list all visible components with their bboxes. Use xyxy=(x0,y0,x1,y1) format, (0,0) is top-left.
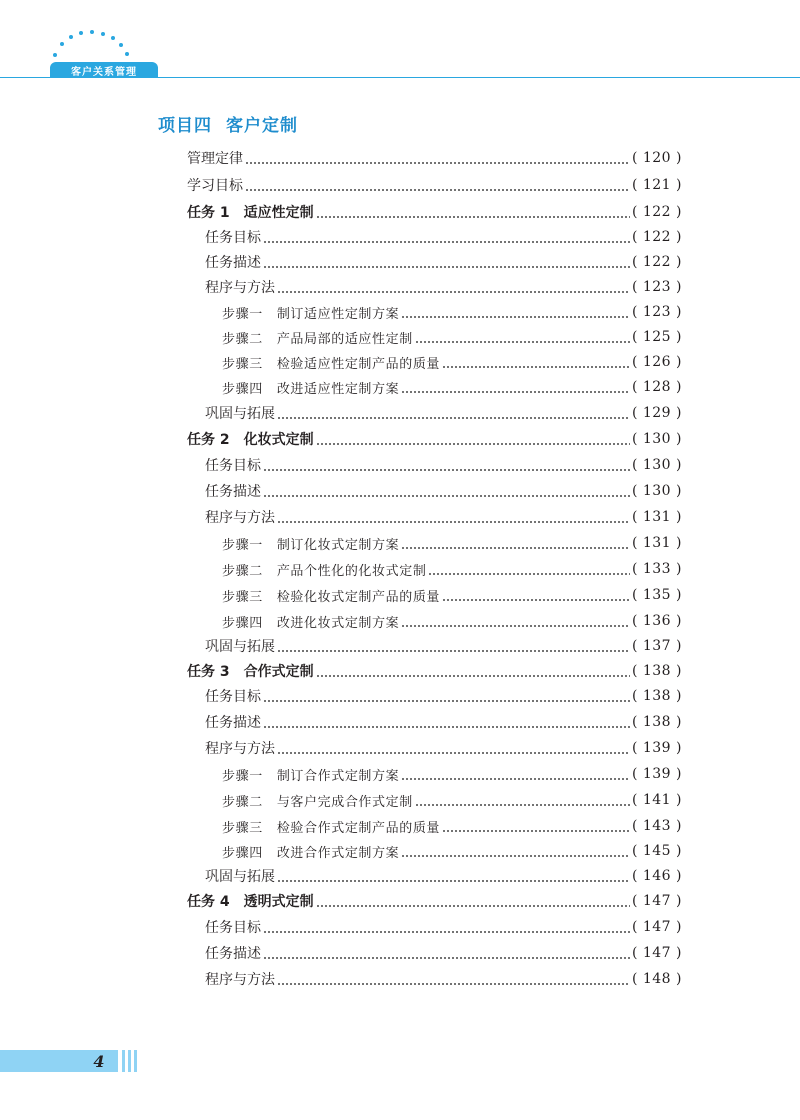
toc-entry-task-2-procedure[interactable]: 程序与方法 ( 131 ) xyxy=(205,509,682,526)
toc-entry-task-1-step-4[interactable]: 步骤四 改进适应性定制方案 ( 128 ) xyxy=(222,379,682,397)
section-heading xyxy=(158,111,298,136)
page-number: 4 xyxy=(93,1051,105,1071)
toc-entry-task-1-consolidation[interactable]: 巩固与拓展 ( 129 ) xyxy=(205,405,682,422)
toc-entry-task-1-step-3[interactable]: 步骤三 检验适应性定制产品的质量 ( 126 ) xyxy=(222,354,682,372)
toc-entry-task-1[interactable]: 任务 1 适应性定制 ( 122 ) xyxy=(187,204,682,221)
footer-stripe xyxy=(128,1050,131,1072)
toc-entry-task-3-step-3[interactable]: 步骤三 检验合作式定制产品的质量 ( 143 ) xyxy=(222,818,682,836)
toc-entry-task-2[interactable]: 任务 2 化妆式定制 ( 130 ) xyxy=(187,431,682,448)
toc-entry-task-3-step-1[interactable]: 步骤一 制订合作式定制方案 ( 139 ) xyxy=(222,766,682,784)
toc-entry-task-3-step-4[interactable]: 步骤四 改进合作式定制方案 ( 145 ) xyxy=(222,843,682,861)
toc-entry-task-3-consolidation[interactable]: 巩固与拓展 ( 146 ) xyxy=(205,868,682,885)
toc-entry-task-3[interactable]: 任务 3 合作式定制 ( 138 ) xyxy=(187,663,682,680)
toc-entry-management-law[interactable]: 管理定律 ( 120 ) xyxy=(187,150,682,167)
toc-entry-task-1-step-1[interactable]: 步骤一 制订适应性定制方案 ( 123 ) xyxy=(222,304,682,322)
toc-entry-task-3-goals[interactable]: 任务目标 ( 138 ) xyxy=(205,688,682,705)
toc-entry-task-1-procedure[interactable]: 程序与方法 ( 123 ) xyxy=(205,279,682,296)
footer-stripe xyxy=(122,1050,125,1072)
section-title-text: 客户定制 xyxy=(226,116,298,136)
toc-entry-task-2-description[interactable]: 任务描述 ( 130 ) xyxy=(205,483,682,500)
toc-entry-task-2-step-4[interactable]: 步骤四 改进化妆式定制方案 ( 136 ) xyxy=(222,613,682,631)
toc-entry-task-1-goals[interactable]: 任务目标 ( 122 ) xyxy=(205,229,682,246)
toc-entry-task-4-description[interactable]: 任务描述 ( 147 ) xyxy=(205,945,682,962)
header-book-title: 客户关系管理 xyxy=(50,62,158,78)
header-dot-arc xyxy=(0,0,160,70)
toc-entry-task-2-step-2[interactable]: 步骤二 产品个性化的化妆式定制 ( 133 ) xyxy=(222,561,682,579)
toc-entry-task-3-step-2[interactable]: 步骤二 与客户完成合作式定制 ( 141 ) xyxy=(222,792,682,810)
toc-entry-task-4-goals[interactable]: 任务目标 ( 147 ) xyxy=(205,919,682,936)
toc-entry-task-2-step-1[interactable]: 步骤一 制订化妆式定制方案 ( 131 ) xyxy=(222,535,682,553)
toc-entry-task-1-step-2[interactable]: 步骤二 产品局部的适应性定制 ( 125 ) xyxy=(222,329,682,347)
toc-entry-task-4[interactable]: 任务 4 透明式定制 ( 147 ) xyxy=(187,893,682,910)
toc-entry-learning-goals[interactable]: 学习目标 ( 121 ) xyxy=(187,177,682,194)
toc-entry-task-2-goals[interactable]: 任务目标 ( 130 ) xyxy=(205,457,682,474)
toc-entry-task-3-procedure[interactable]: 程序与方法 ( 139 ) xyxy=(205,740,682,757)
toc-entry-task-3-description[interactable]: 任务描述 ( 138 ) xyxy=(205,714,682,731)
toc-entry-task-2-consolidation[interactable]: 巩固与拓展 ( 137 ) xyxy=(205,638,682,655)
toc-entry-task-4-procedure[interactable]: 程序与方法 ( 148 ) xyxy=(205,971,682,988)
footer-stripe xyxy=(134,1050,137,1072)
section-prefix: 项目四 xyxy=(158,116,212,136)
toc-entry-task-1-description[interactable]: 任务描述 ( 122 ) xyxy=(205,254,682,271)
toc-entry-task-2-step-3[interactable]: 步骤三 检验化妆式定制产品的质量 ( 135 ) xyxy=(222,587,682,605)
